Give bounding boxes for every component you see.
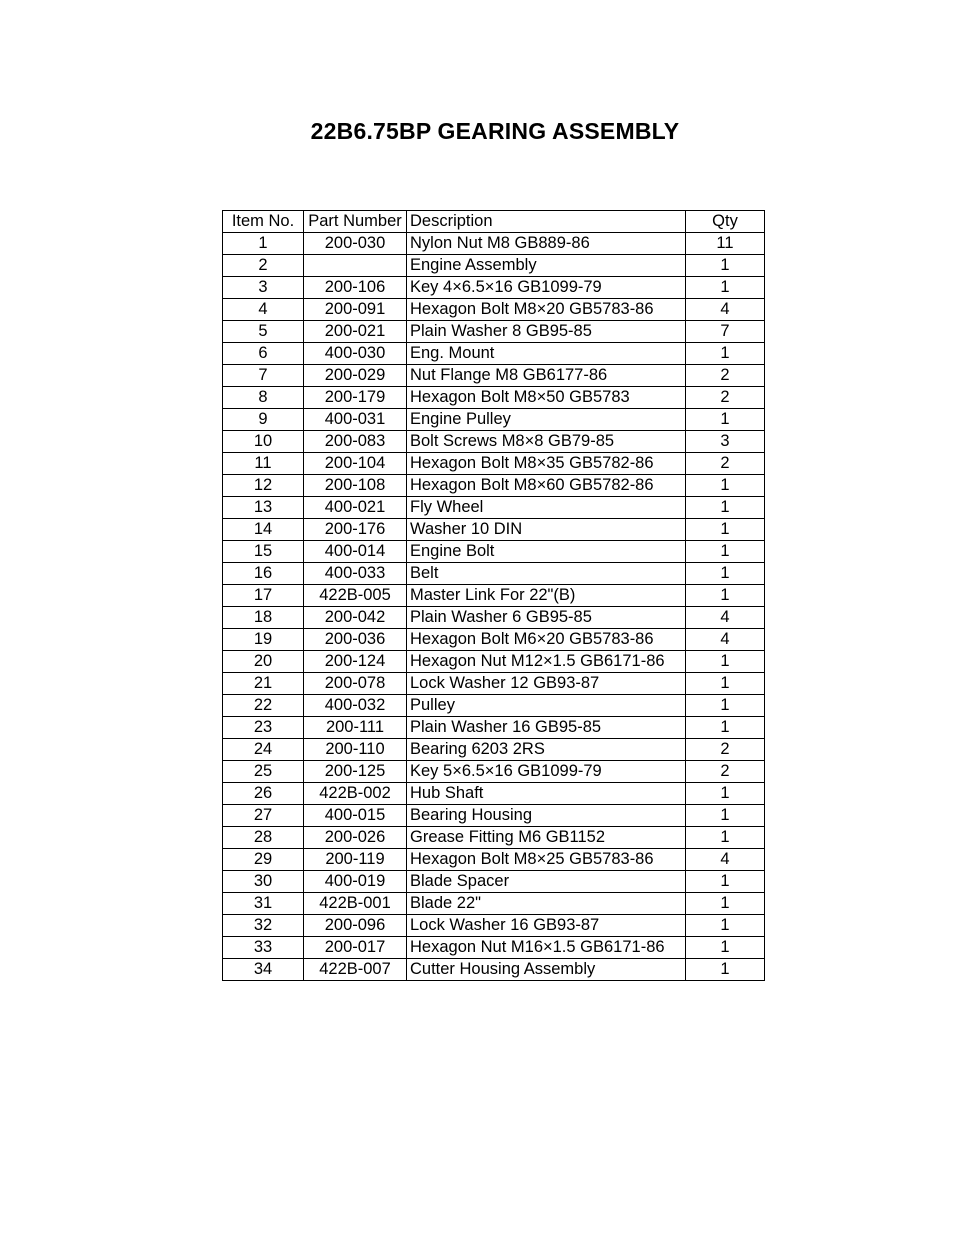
cell-description: Fly Wheel <box>407 497 686 519</box>
cell-qty: 4 <box>686 607 765 629</box>
cell-item-no: 31 <box>223 893 304 915</box>
cell-part-number: 200-083 <box>304 431 407 453</box>
column-header-qty: Qty <box>686 211 765 233</box>
cell-qty: 1 <box>686 915 765 937</box>
cell-description: Plain Washer 6 GB95-85 <box>407 607 686 629</box>
cell-item-no: 16 <box>223 563 304 585</box>
cell-part-number: 400-030 <box>304 343 407 365</box>
cell-qty: 1 <box>686 805 765 827</box>
table-row <box>223 827 765 849</box>
cell-description: Hub Shaft <box>407 783 686 805</box>
cell-qty: 2 <box>686 365 765 387</box>
parts-table <box>222 210 765 981</box>
cell-description: Eng. Mount <box>407 343 686 365</box>
cell-qty: 2 <box>686 453 765 475</box>
cell-part-number: 422B-007 <box>304 959 407 981</box>
cell-qty: 1 <box>686 717 765 739</box>
cell-qty: 4 <box>686 849 765 871</box>
cell-description: Hexagon Bolt M8×25 GB5783-86 <box>407 849 686 871</box>
cell-description: Engine Pulley <box>407 409 686 431</box>
cell-qty: 11 <box>686 233 765 255</box>
cell-description: Engine Bolt <box>407 541 686 563</box>
cell-qty: 1 <box>686 827 765 849</box>
cell-part-number: 200-026 <box>304 827 407 849</box>
table-body <box>223 233 765 981</box>
page-title: 22B6.75BP GEARING ASSEMBLY <box>310 118 680 144</box>
cell-part-number: 200-096 <box>304 915 407 937</box>
cell-qty: 1 <box>686 871 765 893</box>
cell-part-number: 400-033 <box>304 563 407 585</box>
table-row <box>223 497 765 519</box>
table-row <box>223 387 765 409</box>
column-header-item-no: Item No. <box>223 211 304 233</box>
table-row <box>223 607 765 629</box>
cell-item-no: 19 <box>223 629 304 651</box>
cell-qty: 1 <box>686 937 765 959</box>
cell-item-no: 29 <box>223 849 304 871</box>
table-row <box>223 563 765 585</box>
cell-item-no: 30 <box>223 871 304 893</box>
cell-item-no: 21 <box>223 673 304 695</box>
cell-qty: 1 <box>686 959 765 981</box>
cell-qty: 1 <box>686 475 765 497</box>
cell-description: Hexagon Bolt M6×20 GB5783-86 <box>407 629 686 651</box>
cell-description: Washer 10 DIN <box>407 519 686 541</box>
cell-description: Lock Washer 16 GB93-87 <box>407 915 686 937</box>
cell-description: Hexagon Bolt M8×35 GB5782-86 <box>407 453 686 475</box>
cell-item-no: 28 <box>223 827 304 849</box>
table-row <box>223 739 765 761</box>
cell-part-number: 200-030 <box>304 233 407 255</box>
cell-description: Plain Washer 8 GB95-85 <box>407 321 686 343</box>
table-row <box>223 893 765 915</box>
cell-item-no: 25 <box>223 761 304 783</box>
cell-description: Bearing Housing <box>407 805 686 827</box>
cell-description: Grease Fitting M6 GB1152 <box>407 827 686 849</box>
cell-item-no: 9 <box>223 409 304 431</box>
cell-qty: 1 <box>686 783 765 805</box>
cell-part-number: 200-110 <box>304 739 407 761</box>
cell-part-number: 200-104 <box>304 453 407 475</box>
cell-description: Hexagon Bolt M8×20 GB5783-86 <box>407 299 686 321</box>
cell-qty: 4 <box>686 629 765 651</box>
cell-description: Pulley <box>407 695 686 717</box>
table-row <box>223 937 765 959</box>
cell-part-number: 200-017 <box>304 937 407 959</box>
table-row <box>223 233 765 255</box>
cell-description: Nut Flange M8 GB6177-86 <box>407 365 686 387</box>
table-row <box>223 585 765 607</box>
cell-qty: 1 <box>686 893 765 915</box>
cell-part-number: 400-014 <box>304 541 407 563</box>
cell-item-no: 26 <box>223 783 304 805</box>
cell-part-number <box>304 255 407 277</box>
table-row <box>223 541 765 563</box>
table-row <box>223 299 765 321</box>
table-row <box>223 277 765 299</box>
cell-part-number: 422B-005 <box>304 585 407 607</box>
cell-part-number: 200-042 <box>304 607 407 629</box>
cell-part-number: 400-021 <box>304 497 407 519</box>
cell-description: Blade 22" <box>407 893 686 915</box>
table-row <box>223 343 765 365</box>
cell-description: Bolt Screws M8×8 GB79-85 <box>407 431 686 453</box>
table-row <box>223 959 765 981</box>
cell-part-number: 200-179 <box>304 387 407 409</box>
cell-part-number: 200-108 <box>304 475 407 497</box>
cell-qty: 1 <box>686 519 765 541</box>
cell-part-number: 200-119 <box>304 849 407 871</box>
cell-description: Blade Spacer <box>407 871 686 893</box>
cell-item-no: 12 <box>223 475 304 497</box>
cell-item-no: 15 <box>223 541 304 563</box>
cell-part-number: 200-021 <box>304 321 407 343</box>
table-row <box>223 255 765 277</box>
table-row <box>223 321 765 343</box>
cell-item-no: 24 <box>223 739 304 761</box>
cell-qty: 2 <box>686 761 765 783</box>
cell-item-no: 1 <box>223 233 304 255</box>
cell-qty: 1 <box>686 255 765 277</box>
column-header-part-number: Part Number <box>304 211 407 233</box>
cell-qty: 1 <box>686 695 765 717</box>
cell-item-no: 18 <box>223 607 304 629</box>
cell-description: Lock Washer 12 GB93-87 <box>407 673 686 695</box>
cell-qty: 1 <box>686 585 765 607</box>
cell-item-no: 33 <box>223 937 304 959</box>
cell-qty: 2 <box>686 387 765 409</box>
cell-item-no: 6 <box>223 343 304 365</box>
cell-description: Cutter Housing Assembly <box>407 959 686 981</box>
cell-part-number: 200-106 <box>304 277 407 299</box>
cell-item-no: 4 <box>223 299 304 321</box>
cell-item-no: 27 <box>223 805 304 827</box>
cell-item-no: 22 <box>223 695 304 717</box>
cell-qty: 1 <box>686 497 765 519</box>
cell-qty: 1 <box>686 651 765 673</box>
cell-qty: 1 <box>686 563 765 585</box>
table-header-row <box>223 211 765 233</box>
table-row <box>223 453 765 475</box>
cell-item-no: 11 <box>223 453 304 475</box>
cell-qty: 1 <box>686 277 765 299</box>
cell-description: Key 4×6.5×16 GB1099-79 <box>407 277 686 299</box>
table-row <box>223 519 765 541</box>
table-row <box>223 717 765 739</box>
table-row <box>223 651 765 673</box>
cell-item-no: 13 <box>223 497 304 519</box>
table-row <box>223 365 765 387</box>
cell-item-no: 7 <box>223 365 304 387</box>
cell-description: Hexagon Bolt M8×60 GB5782-86 <box>407 475 686 497</box>
table-row <box>223 629 765 651</box>
column-header-description: Description <box>407 211 686 233</box>
table-row <box>223 695 765 717</box>
table-row <box>223 409 765 431</box>
cell-qty: 1 <box>686 541 765 563</box>
cell-part-number: 200-125 <box>304 761 407 783</box>
cell-part-number: 422B-002 <box>304 783 407 805</box>
cell-part-number: 200-124 <box>304 651 407 673</box>
table-row <box>223 871 765 893</box>
cell-description: Key 5×6.5×16 GB1099-79 <box>407 761 686 783</box>
cell-qty: 1 <box>686 673 765 695</box>
cell-part-number: 200-078 <box>304 673 407 695</box>
cell-description: Hexagon Nut M16×1.5 GB6171-86 <box>407 937 686 959</box>
table-row <box>223 849 765 871</box>
cell-part-number: 200-029 <box>304 365 407 387</box>
cell-description: Engine Assembly <box>407 255 686 277</box>
cell-part-number: 200-176 <box>304 519 407 541</box>
cell-item-no: 10 <box>223 431 304 453</box>
table-row <box>223 783 765 805</box>
cell-description: Plain Washer 16 GB95-85 <box>407 717 686 739</box>
cell-description: Belt <box>407 563 686 585</box>
cell-description: Hexagon Nut M12×1.5 GB6171-86 <box>407 651 686 673</box>
table-row <box>223 431 765 453</box>
cell-item-no: 23 <box>223 717 304 739</box>
cell-part-number: 200-091 <box>304 299 407 321</box>
table-row <box>223 805 765 827</box>
cell-item-no: 32 <box>223 915 304 937</box>
cell-item-no: 34 <box>223 959 304 981</box>
cell-part-number: 400-015 <box>304 805 407 827</box>
cell-qty: 7 <box>686 321 765 343</box>
cell-description: Bearing 6203 2RS <box>407 739 686 761</box>
table-row <box>223 673 765 695</box>
cell-qty: 3 <box>686 431 765 453</box>
cell-description: Master Link For 22"(B) <box>407 585 686 607</box>
cell-qty: 1 <box>686 409 765 431</box>
cell-qty: 4 <box>686 299 765 321</box>
table-row <box>223 475 765 497</box>
cell-part-number: 400-032 <box>304 695 407 717</box>
cell-item-no: 20 <box>223 651 304 673</box>
cell-description: Nylon Nut M8 GB889-86 <box>407 233 686 255</box>
cell-description: Hexagon Bolt M8×50 GB5783 <box>407 387 686 409</box>
cell-part-number: 200-036 <box>304 629 407 651</box>
cell-item-no: 14 <box>223 519 304 541</box>
cell-item-no: 3 <box>223 277 304 299</box>
cell-qty: 2 <box>686 739 765 761</box>
cell-part-number: 422B-001 <box>304 893 407 915</box>
table-row <box>223 761 765 783</box>
cell-item-no: 5 <box>223 321 304 343</box>
cell-part-number: 200-111 <box>304 717 407 739</box>
table-row <box>223 915 765 937</box>
cell-part-number: 400-019 <box>304 871 407 893</box>
cell-part-number: 400-031 <box>304 409 407 431</box>
cell-qty: 1 <box>686 343 765 365</box>
cell-item-no: 17 <box>223 585 304 607</box>
cell-item-no: 2 <box>223 255 304 277</box>
cell-item-no: 8 <box>223 387 304 409</box>
